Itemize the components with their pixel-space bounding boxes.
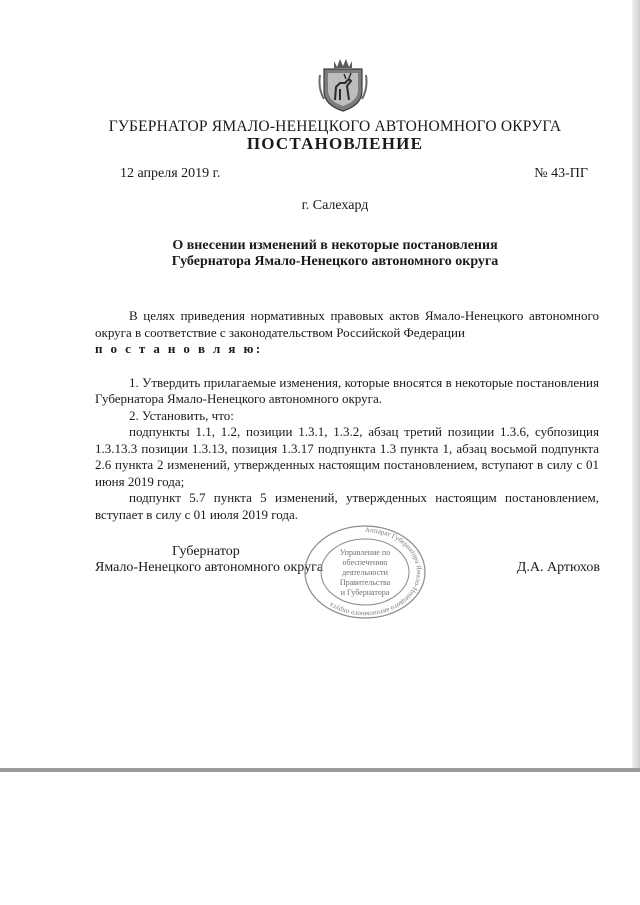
- signatory-role-line-1: Губернатор: [172, 544, 240, 559]
- stamp-center-line-4: Правительства: [339, 578, 391, 587]
- resolve-word: п о с т а н о в л я ю:: [95, 341, 263, 356]
- coat-of-arms-icon: [318, 55, 368, 113]
- stamp-center-line-2: обеспечению: [342, 558, 388, 567]
- subject-line-2: Губернатора Ямало-Ненецкого автономного округа: [171, 254, 499, 269]
- document-number: № 43-ПГ: [534, 166, 588, 181]
- issuing-authority: ГУБЕРНАТОР ЯМАЛО-НЕНЕЦКОГО АВТОНОМНОГО ОКРУГА: [108, 118, 562, 135]
- preamble: В целях приведения нормативных правовых актов Ямало-Ненецкого автономного округа в соответствие с законодательством Российской Федерации: [95, 308, 599, 340]
- document-type: ПОСТАНОВЛЕНИЕ: [246, 134, 424, 153]
- item-1: 1. Утвердить прилагаемые изменения, которые вносятся в некоторые постановления Губернатора Ямало-Ненецкого автономного округа.: [95, 374, 599, 406]
- document-body: [95, 308, 599, 523]
- signatory-name: Д.А. Артюхов: [516, 560, 600, 575]
- subject-line-1: О внесении изменений в некоторые постановления: [172, 238, 498, 253]
- official-stamp: [300, 522, 430, 622]
- document-date: 12 апреля 2019 г.: [120, 166, 221, 181]
- item-2-b: подпункт 5.7 пункта 5 изменений, утвержденных настоящим постановлением, вступает в силу с 01 июля 2019 года.: [95, 490, 599, 522]
- item-2: 2. Установить, что:: [129, 407, 234, 423]
- stamp-center-line-5: и Губернатора: [340, 588, 390, 597]
- signatory-role-line-2: Ямало-Ненецкого автономного округа: [95, 560, 324, 575]
- item-2-a: подпункты 1.1, 1.2, позиции 1.3.1, 1.3.2, абзац третий позиции 1.3.6, субпозиция 1.3.13.3 позиции 1.3.13, позиция 1.3.17 подпункта 1.3 пункта 1, абзац восьмой подпункта 2.6 пункта 2 изменений, утвержденных настоящим постановлением, вступают в силу с 01 июня 2019 года;: [95, 424, 599, 489]
- scan-edge-shadow: [632, 0, 640, 768]
- document-subject: [90, 238, 580, 270]
- stamp-center-line-3: деятельности: [342, 568, 388, 577]
- document-city: г. Салехард: [301, 198, 369, 213]
- stamp-center-line-1: Управление по: [339, 548, 391, 557]
- stamp-ring-path: Аппарат Губернатора Ямало-Ненецкого автономного округа: [328, 525, 423, 619]
